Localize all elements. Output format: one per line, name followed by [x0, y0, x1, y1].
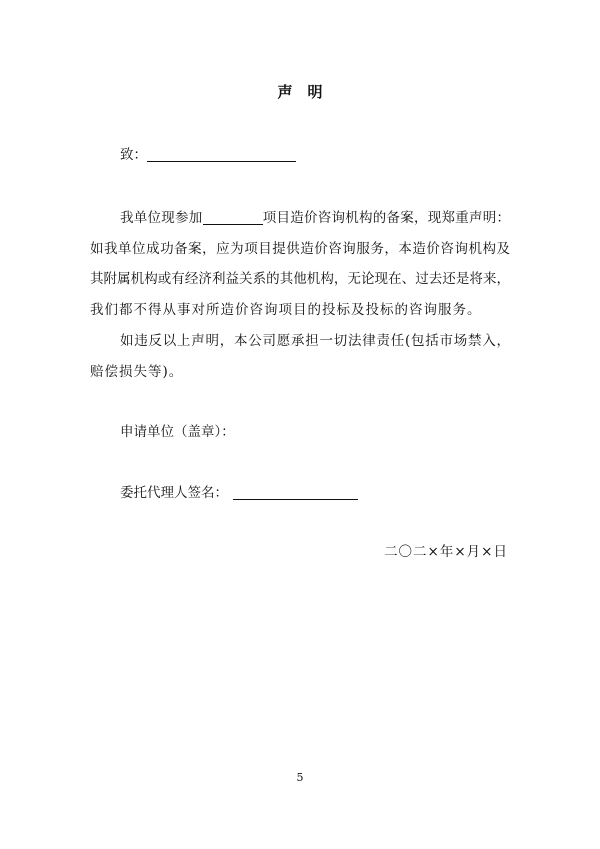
agent-signature-blank — [233, 487, 358, 500]
page-number: 5 — [296, 771, 304, 784]
addressee-line — [120, 140, 296, 170]
page-title: 声 明 — [277, 83, 323, 101]
addressee-blank — [147, 149, 296, 162]
applicant-seal-label: 申请单位（盖章）： — [120, 424, 235, 440]
statement-text-after-blank: 项目造价咨询机构的备案，现郑重声明： — [262, 210, 510, 226]
document-date: 二〇二×年×月×日 — [384, 544, 508, 560]
agent-signature-line — [120, 478, 358, 508]
liability-paragraph — [90, 326, 510, 387]
statement-line-first — [120, 203, 510, 234]
agent-signature-label: 委托代理人签名： — [120, 485, 228, 501]
statement-text-before-blank: 我单位现参加 — [120, 210, 203, 226]
statement-line: 其附属机构或有经济利益关系的其他机构，无论现在、过去还是将来， — [90, 271, 510, 287]
addressee-label: 致： — [120, 147, 147, 163]
statement-line: 我们都不得从事对所造价咨询项目的投标及投标的咨询服务。 — [90, 301, 482, 318]
liability-line: 赔偿损失等)。 — [90, 363, 184, 380]
statement-paragraph — [90, 203, 510, 325]
project-name-blank — [203, 212, 263, 225]
liability-line: 如违反以上声明，本公司愿承担一切法律责任(包括市场禁入， — [120, 333, 510, 349]
statement-line: 如我单位成功备案，应为项目提供造价咨询服务，本造价咨询机构及 — [90, 240, 510, 257]
